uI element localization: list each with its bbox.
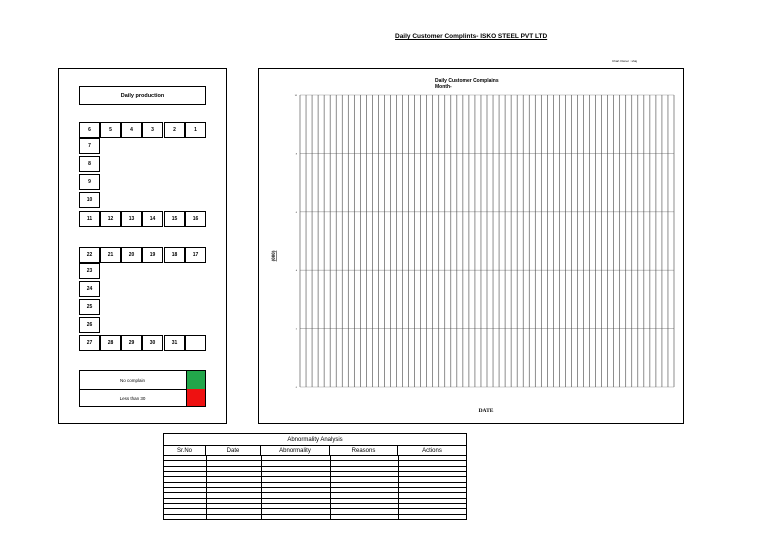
legend-label-less-than-30: Less than 30 [119,395,146,401]
y-tick-label: 10 [294,94,297,97]
day-cell: 12 [100,211,121,227]
legend-label-no-complain: No complain [119,377,145,383]
day-cell: 28 [100,335,121,351]
day-cell: 1 [185,122,206,138]
day-cell: 6 [79,122,100,138]
col-header-date: Date [206,446,261,455]
chart-plot-area [295,94,675,389]
y-tick-label: 4 [295,269,297,273]
day-cell: 14 [142,211,163,227]
day-cell: 10 [79,192,100,208]
day-cell: 9 [79,174,100,190]
day-cell: 17 [185,247,206,263]
day-cell: 20 [121,247,142,263]
abnormality-title: Abnormality Analysis [164,434,466,446]
day-cell: 30 [142,335,163,351]
chart-xlabel: DATE [478,408,494,414]
y-tick-label: 6 [295,210,297,214]
day-cell: 23 [79,263,100,279]
day-cell: 26 [79,317,100,333]
page-title: Daily Customer Complints- ISKO STEEL PVT LTD [395,33,548,40]
day-cell: 13 [121,211,142,227]
day-cell: 7 [79,138,100,154]
day-cell: 8 [79,156,100,172]
day-cell: 3 [142,122,163,138]
day-cell: 4 [121,122,142,138]
day-cell: 11 [79,211,100,227]
y-tick-label: 8 [295,152,297,156]
day-cell: 31 [164,335,185,351]
table-cell-divider [261,515,262,519]
day-cell: 21 [100,247,121,263]
day-cell: 19 [142,247,163,263]
abnormality-table [163,433,467,520]
day-cell: 27 [79,335,100,351]
daily-production-title: Daily production [79,86,206,105]
table-cell-divider [206,515,207,519]
day-cell: 5 [100,122,121,138]
y-tick-label: 2 [295,327,297,331]
table-row [164,514,466,519]
day-cell: 15 [164,211,185,227]
col-header-actions: Actions [422,447,442,454]
table-cell-divider [330,515,331,519]
y-tick-label: 0 [295,386,297,389]
day-cell: 2 [164,122,185,138]
chart-ylabel: (000) [272,250,277,262]
day-cell: 24 [79,281,100,297]
col-header-sr-no: Sr.No [164,446,206,455]
col-header-abnormality: Abnormality [261,446,330,455]
chart-owner-text: Chart Owner : shaj [612,59,638,63]
day-cell: 25 [79,299,100,315]
table-cell-divider [398,515,399,519]
day-cell: 29 [121,335,142,351]
day-cell: 22 [79,247,100,263]
col-header-reasons: Reasons [330,446,398,455]
chart-title-line1: Daily Customer Complains [435,78,499,84]
day-cell: 16 [185,211,206,227]
chart-title-line2: Month- [435,84,452,90]
day-cell: 18 [164,247,185,263]
